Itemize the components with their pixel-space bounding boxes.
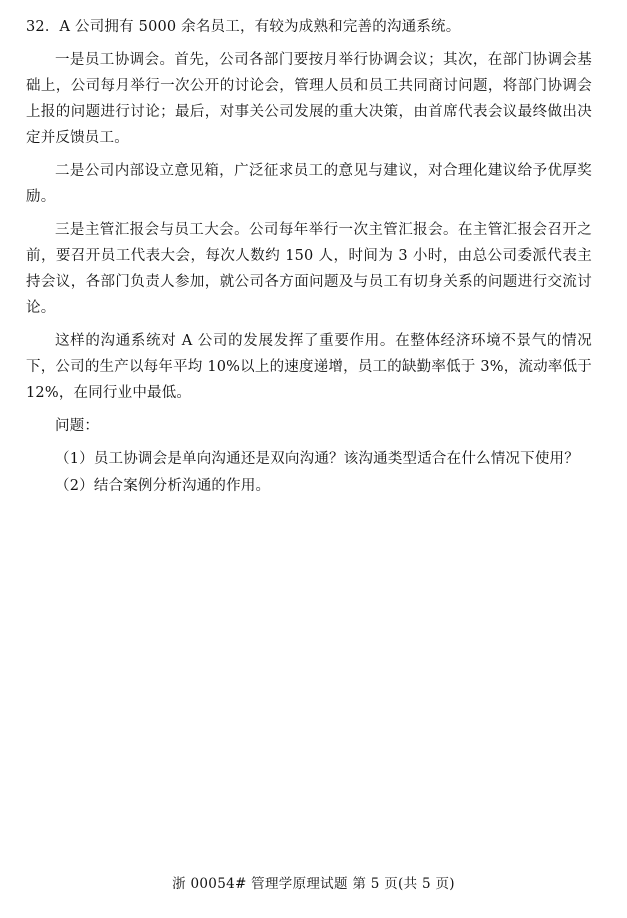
paragraph-suggestion-box: 二是公司内部设立意见箱，广泛征求员工的意见与建议，对合理化建议给予优厚奖励。 [26,163,592,205]
question-content [26,14,592,500]
page-footer: 浙 00054# 管理学原理试题 第 5 页(共 5 页) [172,876,455,892]
sub-question-1: （1）员工协调会是单向沟通还是双向沟通？该沟通类型适合在什么情况下使用？ [55,451,579,467]
paragraph-supervisor-report: 三是主管汇报会与员工大会。公司每年举行一次主管汇报会。在主管汇报会召开之前，要召开员工代表大会，每次人数约 150 人，时间为 3 小时，由总公司委派代表主持会议，各部门负责人参加，就公司各方面问题及与员工有切身关系的问题进行交流讨论。 [26,222,592,316]
paragraph-coordination-meeting: 一是员工协调会。首先，公司各部门要按月举行协调会议；其次，在部门协调会基础上，公司每月举行一次公开的讨论会，管理人员和员工共同商讨问题，将部门协调会上报的问题进行讨论；最后，对事关公司发展的重大决策，由首席代表会议最终做出决定并反馈员工。 [26,52,592,146]
question-heading: 32．A 公司拥有 5000 余名员工，有较为成熟和完善的沟通系统。 [26,19,461,35]
questions-label: 问题： [55,418,100,434]
sub-question-2: （2）结合案例分析沟通的作用。 [55,478,271,494]
paragraph-effect: 这样的沟通系统对 A 公司的发展发挥了重要作用。在整体经济环境不景气的情况下，公司的生产以每年平均 10%以上的速度递增，员工的缺勤率低于 3%，流动率低于 12%，在同行业中最低。 [26,333,592,401]
